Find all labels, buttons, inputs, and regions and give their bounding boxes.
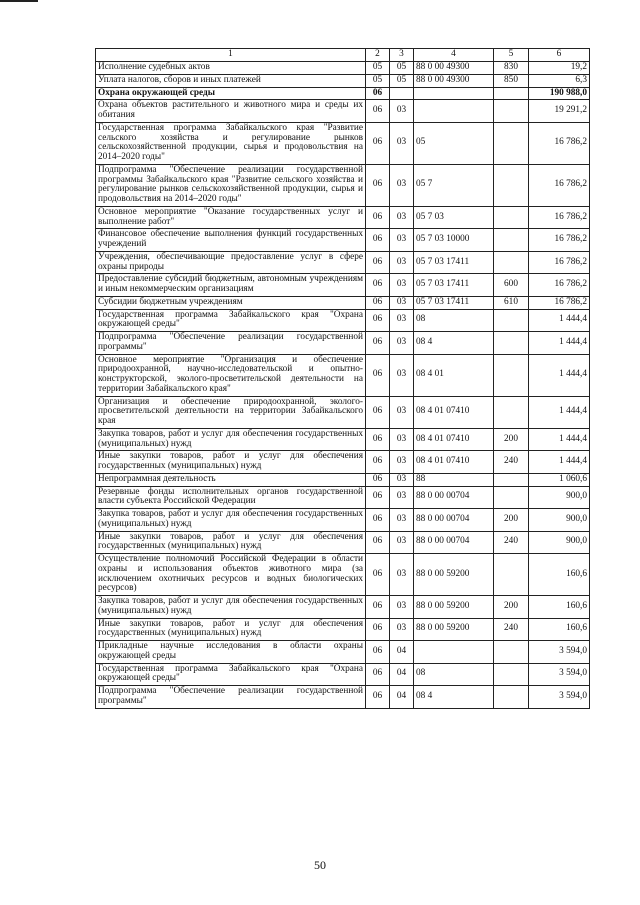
expense-type-code: [494, 396, 529, 428]
amount: 190 988,0: [529, 87, 590, 100]
header-cell: 4: [414, 49, 494, 62]
expense-type-code: [494, 641, 529, 664]
amount: 16 786,2: [529, 274, 590, 297]
subsection-code: 03: [390, 122, 414, 164]
table-row: [96, 296, 590, 309]
subsection-code: 03: [390, 473, 414, 486]
table-row: [96, 554, 590, 596]
table-row: [96, 229, 590, 252]
amount: 16 786,2: [529, 229, 590, 252]
expense-type-code: 240: [494, 451, 529, 474]
expense-type-code: [494, 473, 529, 486]
row-name: Основное мероприятие "Оказание государственных услуг и выполнение работ": [96, 206, 366, 229]
row-name: Прикладные научные исследования в области охраны окружающей среды: [96, 641, 366, 664]
section-code: 06: [366, 87, 390, 100]
header-cell: 2: [366, 49, 390, 62]
expense-type-code: 600: [494, 274, 529, 297]
expense-type-code: [494, 251, 529, 274]
amount: 6,3: [529, 74, 590, 87]
row-name: Предоставление субсидий бюджетным, автономным учреждениям и иным некоммерческим организациям: [96, 274, 366, 297]
table-row: [96, 509, 590, 532]
section-code: 06: [366, 509, 390, 532]
row-name: Подпрограмма "Обеспечение реализации государственной программы": [96, 332, 366, 355]
target-article-code: 88 0 00 49300: [414, 74, 494, 87]
subsection-code: 04: [390, 641, 414, 664]
target-article-code: 88 0 00 59200: [414, 596, 494, 619]
subsection-code: 03: [390, 206, 414, 229]
table-row: [96, 74, 590, 87]
subsection-code: 03: [390, 618, 414, 641]
expense-type-code: 200: [494, 428, 529, 451]
target-article-code: 08 4: [414, 332, 494, 355]
row-name: Иные закупки товаров, работ и услуг для обеспечения государственных (муниципальных) нужд: [96, 451, 366, 474]
table-row: [96, 122, 590, 164]
row-name: Резервные фонды исполнительных органов государственной власти субъекта Российской Федерации: [96, 486, 366, 509]
expense-type-code: [494, 309, 529, 332]
expense-type-code: [494, 332, 529, 355]
target-article-code: 05 7 03 17411: [414, 251, 494, 274]
target-article-code: 88: [414, 473, 494, 486]
table-row: [96, 62, 590, 75]
target-article-code: 08: [414, 663, 494, 686]
amount: 900,0: [529, 509, 590, 532]
amount: 1 444,4: [529, 354, 590, 396]
section-code: 06: [366, 296, 390, 309]
table-row: [96, 451, 590, 474]
expense-type-code: [494, 554, 529, 596]
subsection-code: 03: [390, 531, 414, 554]
subsection-code: 03: [390, 596, 414, 619]
amount: 16 786,2: [529, 251, 590, 274]
subsection-code: 03: [390, 274, 414, 297]
amount: 1 444,4: [529, 309, 590, 332]
table-body: [96, 49, 590, 709]
target-article-code: [414, 100, 494, 123]
amount: 3 594,0: [529, 641, 590, 664]
target-article-code: 05 7 03: [414, 206, 494, 229]
expense-type-code: 240: [494, 531, 529, 554]
subsection-code: 03: [390, 332, 414, 355]
budget-table: [95, 48, 590, 709]
table-row: [96, 641, 590, 664]
amount: 19 291,2: [529, 100, 590, 123]
row-name: Учреждения, обеспечивающие предоставление услуг в сфере охраны природы: [96, 251, 366, 274]
section-code: 06: [366, 428, 390, 451]
section-code: 06: [366, 473, 390, 486]
expense-type-code: [494, 686, 529, 709]
expense-type-code: [494, 229, 529, 252]
expense-type-code: [494, 354, 529, 396]
header-cell: 6: [529, 49, 590, 62]
section-code: 06: [366, 354, 390, 396]
amount: 3 594,0: [529, 686, 590, 709]
section-code: 06: [366, 451, 390, 474]
section-code: 06: [366, 206, 390, 229]
table-row: [96, 332, 590, 355]
subsection-code: 03: [390, 486, 414, 509]
target-article-code: 88 0 00 59200: [414, 554, 494, 596]
amount: 16 786,2: [529, 122, 590, 164]
expense-type-code: [494, 486, 529, 509]
section-code: 05: [366, 62, 390, 75]
subsection-code: 03: [390, 296, 414, 309]
section-code: 06: [366, 618, 390, 641]
amount: 160,6: [529, 596, 590, 619]
header-cell: 3: [390, 49, 414, 62]
row-name: Основное мероприятие "Организация и обеспечение природоохранной, научно-исследовательской и опытно-конструкторской, эколого-просветительской деятельности на территории Забайкальского края": [96, 354, 366, 396]
row-name: Закупка товаров, работ и услуг для обеспечения государственных (муниципальных) нужд: [96, 509, 366, 532]
table-row: [96, 686, 590, 709]
corner-mark: [0, 0, 38, 2]
row-name: Государственная программа Забайкальского края "Охрана окружающей среды": [96, 309, 366, 332]
section-code: 06: [366, 164, 390, 206]
target-article-code: 08 4 01 07410: [414, 428, 494, 451]
section-code: 06: [366, 332, 390, 355]
table-row: [96, 396, 590, 428]
section-code: 06: [366, 531, 390, 554]
subsection-code: 03: [390, 229, 414, 252]
target-article-code: 88 0 00 59200: [414, 618, 494, 641]
row-name: Уплата налогов, сборов и иных платежей: [96, 74, 366, 87]
table-row: [96, 164, 590, 206]
section-code: 06: [366, 309, 390, 332]
row-name: Исполнение судебных актов: [96, 62, 366, 75]
target-article-code: [414, 87, 494, 100]
section-code: 05: [366, 74, 390, 87]
row-name: Государственная программа Забайкальского края "Охрана окружающей среды": [96, 663, 366, 686]
amount: 16 786,2: [529, 296, 590, 309]
section-code: 06: [366, 396, 390, 428]
target-article-code: 08: [414, 309, 494, 332]
table-row: [96, 206, 590, 229]
expense-type-code: [494, 100, 529, 123]
expense-type-code: [494, 663, 529, 686]
amount: 160,6: [529, 554, 590, 596]
row-name: Осуществление полномочий Российской Федерации в области охраны и использования объектов животного мира (за исключением охотничьих ресурсов и водных биологических ресурсов): [96, 554, 366, 596]
amount: 1 444,4: [529, 332, 590, 355]
target-article-code: 88 0 00 00704: [414, 486, 494, 509]
subsection-code: 04: [390, 686, 414, 709]
expense-type-code: 200: [494, 596, 529, 619]
target-article-code: 08 4: [414, 686, 494, 709]
table-row: [96, 100, 590, 123]
amount: 1 060,6: [529, 473, 590, 486]
section-code: 06: [366, 122, 390, 164]
section-code: 06: [366, 251, 390, 274]
row-name: Иные закупки товаров, работ и услуг для обеспечения государственных (муниципальных) нужд: [96, 618, 366, 641]
target-article-code: 88 0 00 49300: [414, 62, 494, 75]
section-code: 06: [366, 663, 390, 686]
target-article-code: [414, 641, 494, 664]
subsection-code: 03: [390, 100, 414, 123]
amount: 900,0: [529, 486, 590, 509]
subsection-code: 05: [390, 74, 414, 87]
table-row: [96, 596, 590, 619]
row-name: Подпрограмма "Обеспечение реализации государственной программы": [96, 686, 366, 709]
amount: 19,2: [529, 62, 590, 75]
target-article-code: 88 0 00 00704: [414, 509, 494, 532]
row-name: Подпрограмма "Обеспечение реализации государственной программы Забайкальского края "Развитие сельского хозяйства и регулирование рынков сельскохозяйственной продукции, сырья и продовольствия на 2014–2020 годы": [96, 164, 366, 206]
amount: 900,0: [529, 531, 590, 554]
header-cell: 1: [96, 49, 366, 62]
amount: 16 786,2: [529, 206, 590, 229]
target-article-code: 05 7 03 17411: [414, 274, 494, 297]
row-name: Организация и обеспечение природоохранной, эколого-просветительской деятельности на территории Забайкальского края: [96, 396, 366, 428]
section-code: 06: [366, 486, 390, 509]
subsection-code: 03: [390, 428, 414, 451]
subsection-code: [390, 87, 414, 100]
table-row: [96, 309, 590, 332]
subsection-code: 03: [390, 396, 414, 428]
subsection-code: 03: [390, 251, 414, 274]
amount: 1 444,4: [529, 428, 590, 451]
table-row: [96, 354, 590, 396]
table-row: [96, 251, 590, 274]
subsection-code: 03: [390, 164, 414, 206]
row-name: Закупка товаров, работ и услуг для обеспечения государственных (муниципальных) нужд: [96, 596, 366, 619]
row-name: Охрана объектов растительного и животного мира и среды их обитания: [96, 100, 366, 123]
expense-type-code: 200: [494, 509, 529, 532]
target-article-code: 05 7 03 10000: [414, 229, 494, 252]
expense-type-code: [494, 164, 529, 206]
subsection-code: 04: [390, 663, 414, 686]
row-name: Финансовое обеспечение выполнения функций государственных учреждений: [96, 229, 366, 252]
expense-type-code: [494, 87, 529, 100]
amount: 3 594,0: [529, 663, 590, 686]
table-row: [96, 274, 590, 297]
target-article-code: 08 4 01 07410: [414, 396, 494, 428]
row-name: Непрограммная деятельность: [96, 473, 366, 486]
subsection-code: 03: [390, 354, 414, 396]
expense-type-code: 830: [494, 62, 529, 75]
expense-type-code: [494, 122, 529, 164]
expense-type-code: 240: [494, 618, 529, 641]
row-name: Субсидии бюджетным учреждениям: [96, 296, 366, 309]
target-article-code: 05 7: [414, 164, 494, 206]
header-row: [96, 49, 590, 62]
table-row: [96, 486, 590, 509]
subsection-code: 03: [390, 509, 414, 532]
expense-type-code: 850: [494, 74, 529, 87]
page-number: 50: [314, 858, 326, 872]
target-article-code: 08 4 01 07410: [414, 451, 494, 474]
section-code: 06: [366, 686, 390, 709]
target-article-code: 05 7 03 17411: [414, 296, 494, 309]
expense-type-code: 610: [494, 296, 529, 309]
table-row: [96, 87, 590, 100]
section-code: 06: [366, 641, 390, 664]
subsection-code: 03: [390, 451, 414, 474]
subsection-code: 05: [390, 62, 414, 75]
amount: 1 444,4: [529, 396, 590, 428]
section-code: 06: [366, 554, 390, 596]
amount: 16 786,2: [529, 164, 590, 206]
target-article-code: 88 0 00 00704: [414, 531, 494, 554]
table-row: [96, 428, 590, 451]
section-code: 06: [366, 100, 390, 123]
row-name: Иные закупки товаров, работ и услуг для обеспечения государственных (муниципальных) нужд: [96, 531, 366, 554]
table-row: [96, 663, 590, 686]
row-name: Охрана окружающей среды: [96, 87, 366, 100]
amount: 1 444,4: [529, 451, 590, 474]
table-row: [96, 618, 590, 641]
table-row: [96, 531, 590, 554]
subsection-code: 03: [390, 309, 414, 332]
section-code: 06: [366, 274, 390, 297]
target-article-code: 05: [414, 122, 494, 164]
section-code: 06: [366, 229, 390, 252]
amount: 160,6: [529, 618, 590, 641]
row-name: Закупка товаров, работ и услуг для обеспечения государственных (муниципальных) нужд: [96, 428, 366, 451]
subsection-code: 03: [390, 554, 414, 596]
header-cell: 5: [494, 49, 529, 62]
section-code: 06: [366, 596, 390, 619]
table-row: [96, 473, 590, 486]
expense-type-code: [494, 206, 529, 229]
target-article-code: 08 4 01: [414, 354, 494, 396]
row-name: Государственная программа Забайкальского края "Развитие сельского хозяйства и регулирование рынков сельскохозяйственной продукции, сырья и продовольствия на 2014–2020 годы": [96, 122, 366, 164]
